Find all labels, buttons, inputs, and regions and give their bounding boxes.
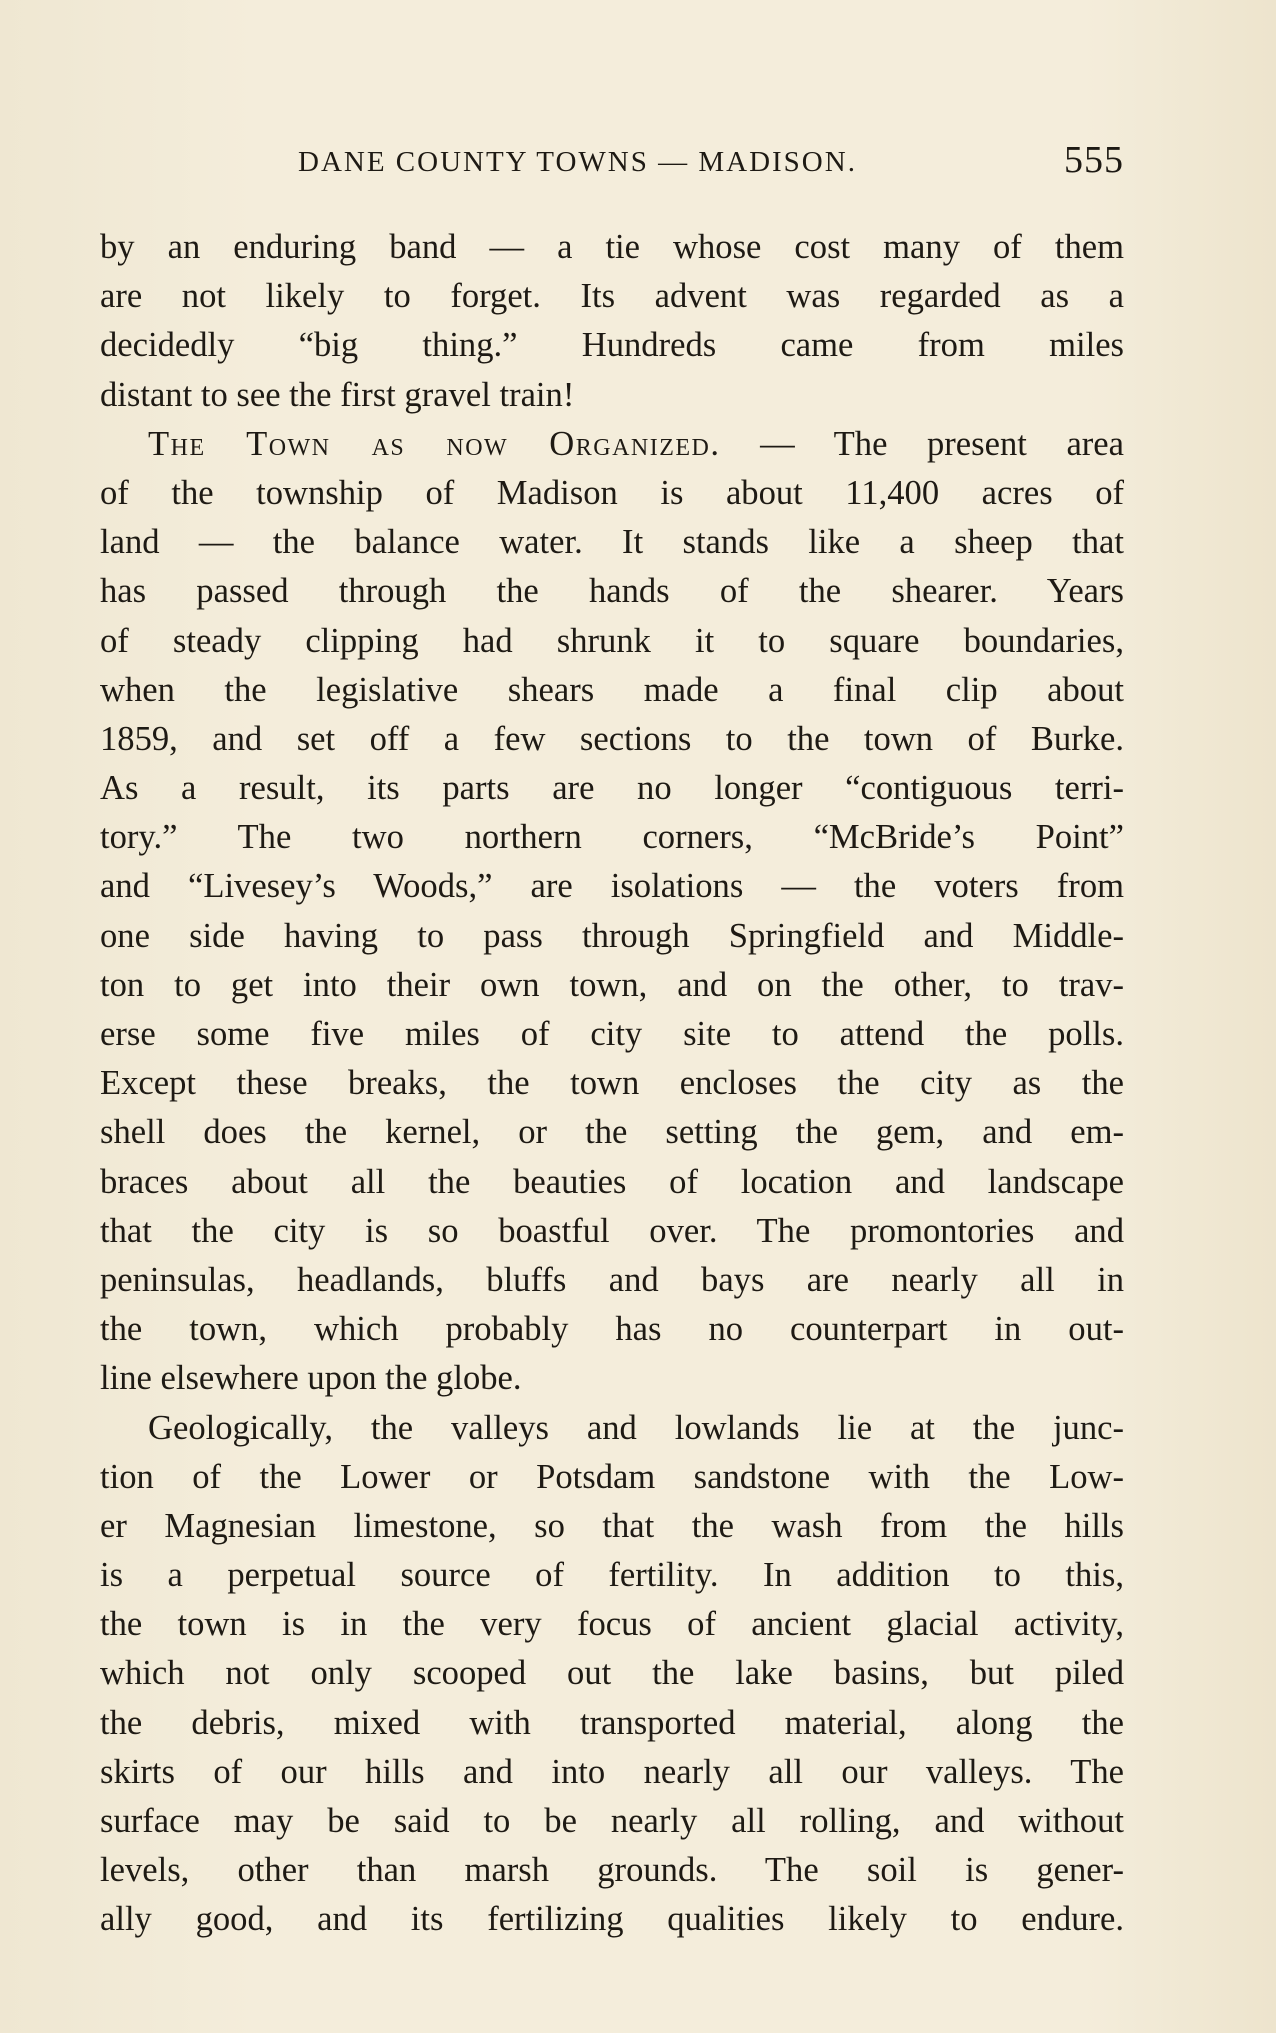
text-line: is a perpetual source of fertility. In addition to this, (100, 1556, 1124, 1595)
text-line: surface may be said to be nearly all rolling, and without (100, 1802, 1124, 1840)
text-line: ally good, and its fertilizing qualities likely to endure. (100, 1900, 1124, 1939)
text-line: distant to see the first gravel train! (100, 375, 575, 414)
body-text (100, 223, 1124, 1945)
text-line: which not only scooped out the lake basins, but piled (100, 1654, 1124, 1693)
text-line: the town, which probably has no counterpart in out- (100, 1310, 1124, 1349)
text-line: and “Livesey’s Woods,” are isolations — the voters from (100, 867, 1124, 906)
page-header (100, 138, 1124, 188)
text-line: one side having to pass through Springfield and Middle- (100, 916, 1124, 955)
text-line: er Magnesian limestone, so that the wash from the hills (100, 1506, 1124, 1545)
text-line: tion of the Lower or Potsdam sandstone with the Low- (100, 1457, 1124, 1496)
text-line: erse some five miles of city site to attend the polls. (100, 1015, 1124, 1053)
text-line: has passed through the hands of the shearer. Years (100, 572, 1124, 611)
text-line: As a result, its parts are no longer “contiguous terri- (100, 769, 1124, 808)
text-line: when the legislative shears made a final clip about (100, 670, 1124, 709)
page-number: 555 (1064, 139, 1124, 181)
text-line: skirts of our hills and into nearly all our valleys. The (100, 1752, 1124, 1791)
text-line: that the city is so boastful over. The promontories and (100, 1211, 1124, 1250)
text-line: of the township of Madison is about 11,400 acres of (100, 473, 1124, 512)
running-title: DANE COUNTY TOWNS — MADISON. (298, 146, 857, 178)
text-line: the town is in the very focus of ancient glacial activity, (100, 1605, 1124, 1644)
text-line: shell does the kernel, or the setting the gem, and em- (100, 1113, 1124, 1152)
text-line: tory.” The two northern corners, “McBride’s Point” (100, 818, 1124, 857)
text-line: Except these breaks, the town encloses the city as the (100, 1064, 1124, 1103)
text-line: braces about all the beauties of location and landscape (100, 1162, 1124, 1201)
text-line: land — the balance water. It stands like a sheep that (100, 523, 1124, 562)
text-line: the debris, mixed with transported material, along the (100, 1703, 1124, 1742)
text-line: of steady clipping had shrunk it to square boundaries, (100, 621, 1124, 660)
text-line: are not likely to forget. Its advent was regarded as a (100, 277, 1124, 316)
text-line (100, 420, 1124, 469)
line-text: — The present area (720, 424, 1124, 463)
section-heading: The Town as now Organized. (148, 424, 721, 463)
text-line: decidedly “big thing.” Hundreds came from miles (100, 326, 1124, 365)
text-line: Geologically, the valleys and lowlands lie at the junc- (148, 1408, 1124, 1447)
text-line: by an enduring band — a tie whose cost many of them (100, 228, 1124, 266)
text-line: line elsewhere upon the globe. (100, 1359, 522, 1398)
text-line: levels, other than marsh grounds. The soil is gener- (100, 1851, 1124, 1890)
text-line: ton to get into their own town, and on the other, to trav- (100, 965, 1124, 1004)
text-line: 1859, and set off a few sections to the town of Burke. (100, 719, 1124, 758)
text-line: peninsulas, headlands, bluffs and bays are nearly all in (100, 1260, 1124, 1299)
